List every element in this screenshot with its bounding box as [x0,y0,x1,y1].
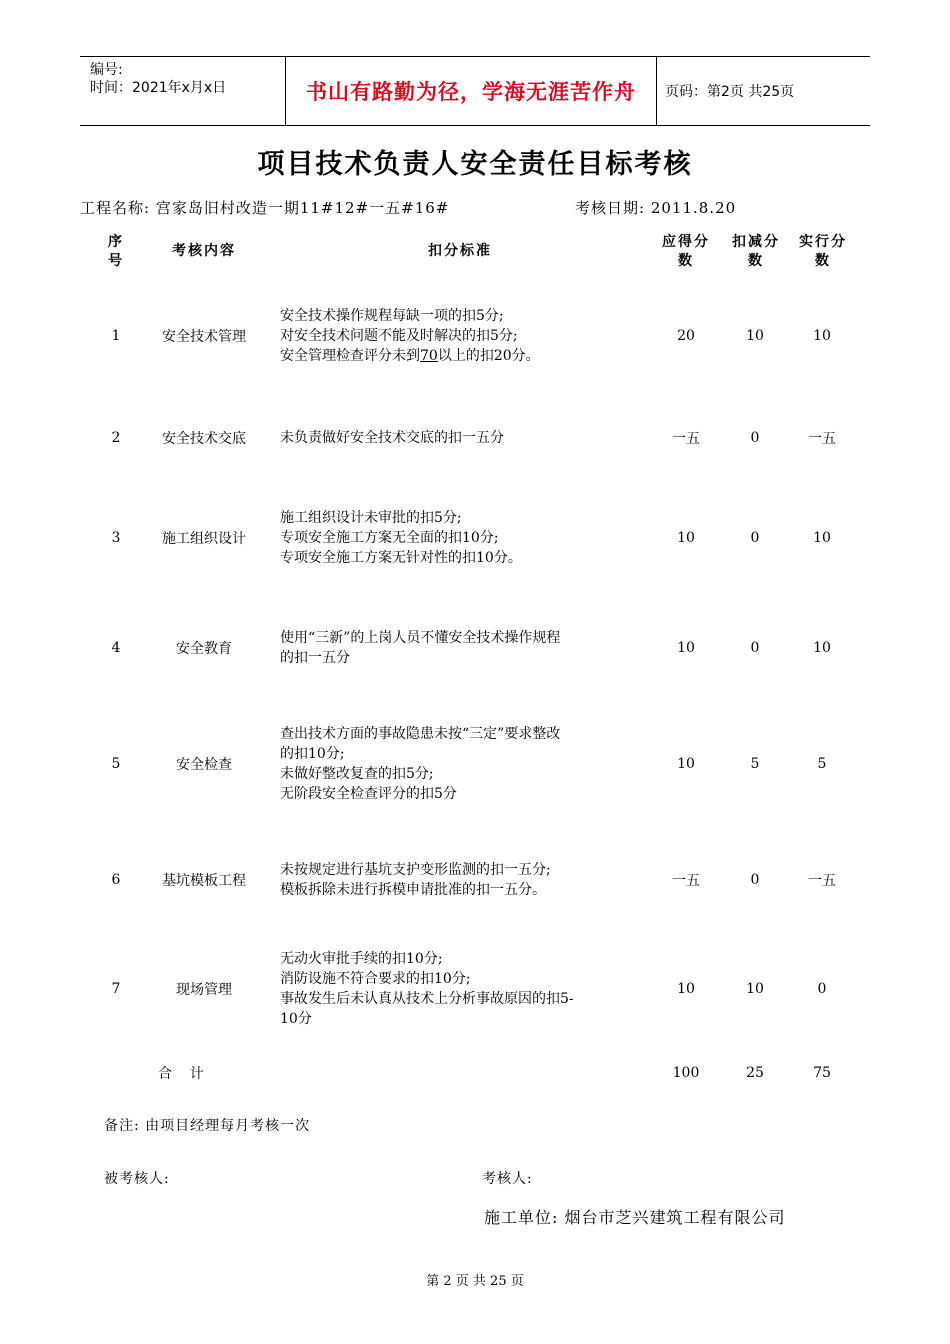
standard-line: 事故发生后未认真从技术上分析事故原因的扣5- [280,991,574,1007]
total-label: 合 计 [158,1066,204,1082]
row-deduction: 0 [750,530,760,546]
standard-line: 未按规定进行基坑支护变形监测的扣一五分; [280,862,551,878]
row-full-score: 10 [677,756,695,772]
project-name: 工程名称: 宫家岛旧村改造一期11#12#一五#16# [80,199,450,217]
examinee-label: 被考核人: [104,1171,170,1187]
table-row [0,426,950,450]
total-full-score: 100 [672,1065,700,1081]
total-deduction: 25 [746,1065,764,1081]
standard-line: 专项安全施工方案无全面的扣10分; [280,530,499,546]
check-date: 考核日期: 2011.8.20 [575,199,737,217]
examiner-label: 考核人: [482,1171,533,1187]
standard-line: 安全技术操作规程每缺一项的扣5分; [280,308,504,324]
table-row [0,722,950,806]
row-full-score: 一五 [672,873,700,889]
time-label: 时间：2021年x月x日 [90,80,227,96]
standard-line: 查出技术方面的事故隐患未按“三定”要求整改 [280,726,561,742]
row-actual-score: 5 [817,756,827,772]
row-standard [280,722,650,806]
total-actual-score: 75 [813,1065,831,1081]
table-row [0,947,950,1031]
table-row [0,858,950,902]
standard-line: 10分 [280,1011,312,1027]
row-full-score: 10 [677,530,695,546]
row-number: 5 [111,756,121,772]
standard-line: 使用“三新”的上岗人员不懂安全技术操作规程 [280,630,561,646]
column-header-full: 应得分数 [662,234,710,269]
row-number: 4 [111,640,121,656]
column-header-standard: 扣分标准 [428,243,492,259]
row-item: 安全检查 [176,757,232,773]
row-actual-score: 一五 [808,431,836,447]
remark: 备注: 由项目经理每月考核一次 [104,1118,311,1134]
row-number: 7 [111,981,121,997]
document-title: 项目技术负责人安全责任目标考核 [257,149,693,180]
row-full-score: 一五 [672,431,700,447]
company-name: 施工单位: 烟台市芝兴建筑工程有限公司 [484,1208,786,1227]
number-label: 编号: [90,62,123,78]
row-actual-score: 10 [813,640,831,656]
row-item: 现场管理 [176,982,232,998]
underlined-score: 70 [420,348,438,364]
row-item: 施工组织设计 [162,531,246,547]
standard-line: 无动火审批手续的扣10分; [280,951,443,967]
row-actual-score: 10 [813,530,831,546]
row-deduction: 0 [750,640,760,656]
motto: 书山有路勤为径，学海无涯苦作舟 [285,57,657,125]
standard-line: 未做好整改复查的扣5分; [280,766,434,782]
column-header-actual: 实行分数 [799,234,847,269]
row-number: 1 [111,328,121,344]
row-standard [280,426,650,450]
row-deduction: 10 [746,981,764,997]
row-actual-score: 10 [813,328,831,344]
row-item: 安全教育 [176,641,232,657]
standard-line: 专项安全施工方案无针对性的扣10分。 [280,550,522,566]
standard-line: 对安全技术问题不能及时解决的扣5分; [280,328,518,344]
row-item: 基坑模板工程 [162,873,246,889]
row-full-score: 10 [677,981,695,997]
row-deduction: 5 [750,756,760,772]
row-full-score: 10 [677,640,695,656]
column-header-deduct: 扣减分数 [732,234,780,269]
row-item: 安全技术交底 [162,431,246,447]
header-left [90,61,226,97]
row-standard [280,947,650,1031]
page-header [80,56,870,126]
column-header-no: 序号 [108,234,124,269]
row-deduction: 0 [750,430,760,446]
row-standard [280,858,650,902]
row-standard [280,304,650,368]
row-number: 3 [111,530,121,546]
table-row [0,626,950,670]
row-actual-score: 0 [817,981,827,997]
standard-line: 的扣一五分 [280,650,350,666]
row-full-score: 20 [677,328,695,344]
column-header-item: 考核内容 [172,243,236,259]
standard-line: 消防设施不符合要求的扣10分; [280,971,471,987]
standard-line: 的扣10分; [280,746,345,762]
table-row [0,304,950,368]
standard-line: 施工组织设计未审批的扣5分; [280,510,462,526]
standard-line: 模板拆除未进行拆模申请批准的扣一五分。 [280,882,546,898]
row-number: 6 [111,872,121,888]
standard-line: 安全管理检查评分未到70以上的扣20分。 [280,348,540,364]
row-number: 2 [111,430,121,446]
standard-line: 无阶段安全检查评分的扣5分 [280,786,457,802]
total-row [0,1061,950,1085]
page-footer: 第 2 页 共 25 页 [426,1274,524,1289]
row-deduction: 0 [750,872,760,888]
page-code: 页码：第2页 共25页 [665,84,795,100]
standard-line: 未负责做好安全技术交底的扣一五分 [280,430,504,446]
row-actual-score: 一五 [808,873,836,889]
row-deduction: 10 [746,328,764,344]
row-item: 安全技术管理 [162,329,246,345]
table-row [0,506,950,570]
row-standard [280,626,650,670]
row-standard [280,506,650,570]
